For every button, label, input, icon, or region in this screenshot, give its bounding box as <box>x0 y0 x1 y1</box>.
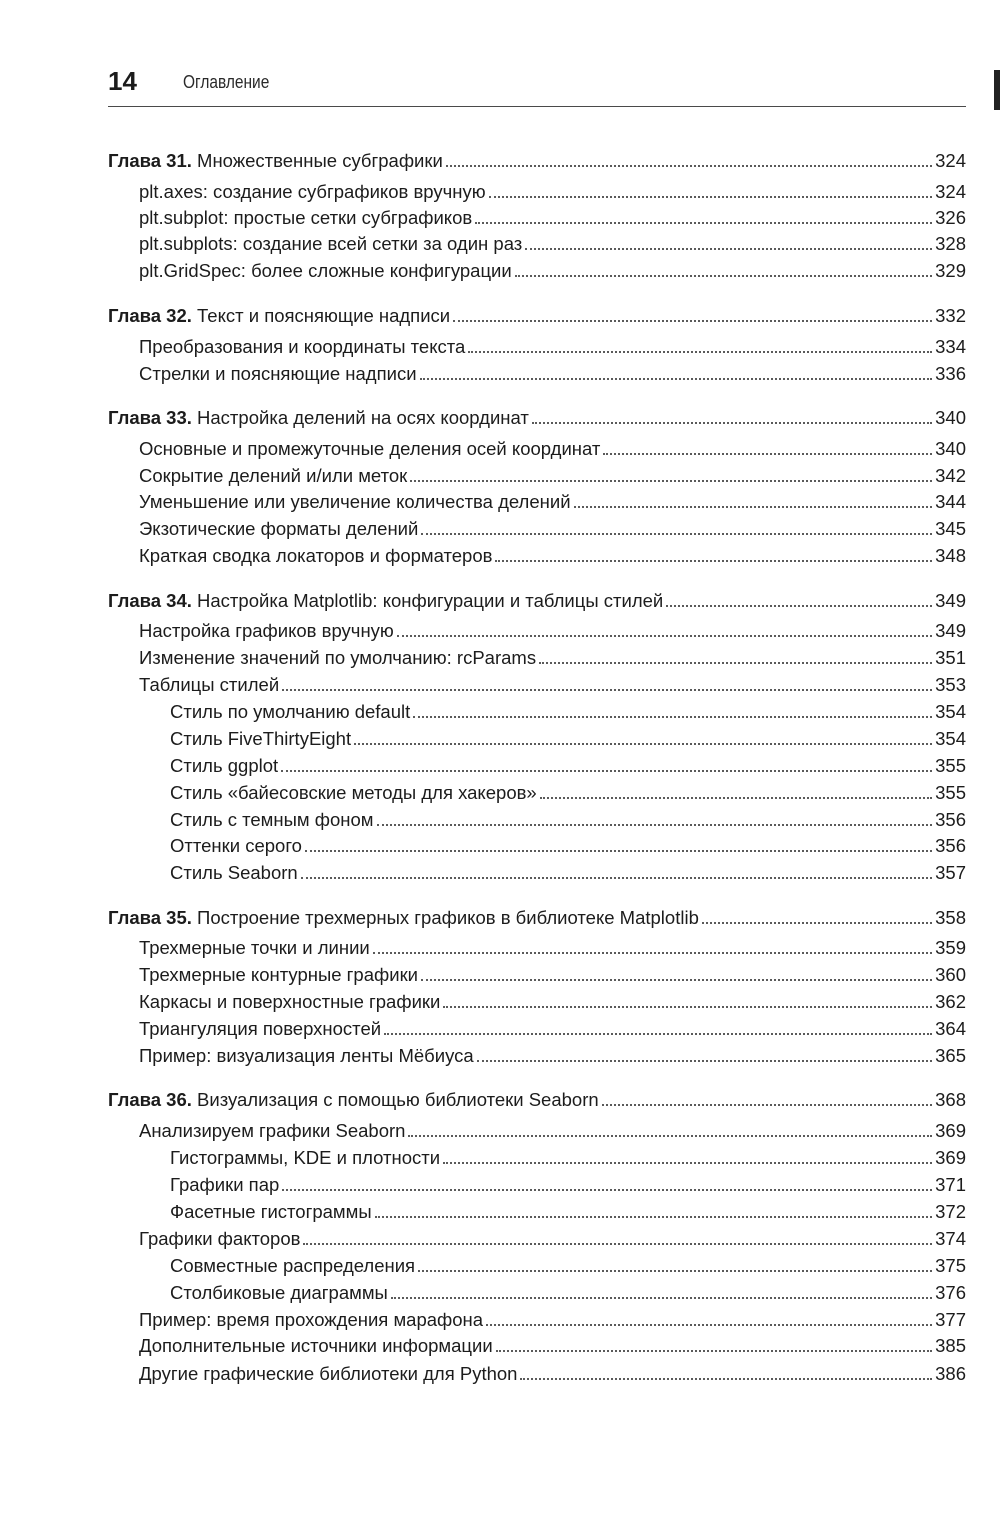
toc-entry-title <box>139 1018 381 1040</box>
toc-page-number: 351 <box>935 647 966 668</box>
chapter-number: Глава 31. <box>108 150 192 171</box>
dot-leader <box>421 978 932 981</box>
toc-page-number: 354 <box>935 728 966 749</box>
chapter-number: Глава 35. <box>108 907 192 928</box>
toc-section-entry[interactable] <box>139 334 966 358</box>
dot-leader <box>532 421 932 424</box>
toc-section-entry[interactable] <box>139 543 966 567</box>
toc-section-entry[interactable] <box>170 1280 966 1304</box>
toc-page-number: 340 <box>935 407 966 428</box>
toc-page-number: 332 <box>935 305 966 326</box>
toc-entry-title <box>139 1335 493 1357</box>
toc-entry-text: Основные и промежуточные деления осей координат <box>139 438 601 459</box>
toc-page-number: 377 <box>935 1309 966 1330</box>
toc-entry-text: Таблицы стилей <box>139 674 280 695</box>
toc-chapter-entry[interactable] <box>108 148 966 172</box>
toc-entry-text: plt.subplots: создание всей сетки за один раз <box>139 233 523 254</box>
toc-page-number: 344 <box>935 491 966 512</box>
toc-page-number: 348 <box>935 545 966 566</box>
toc-entry-text: plt.GridSpec: более сложные конфигурации <box>139 260 512 281</box>
toc-section-entry[interactable] <box>170 780 966 804</box>
toc-page-number: 362 <box>935 991 966 1012</box>
toc-page-number: 342 <box>935 465 966 486</box>
dot-leader <box>418 1269 932 1272</box>
dot-leader <box>475 221 932 224</box>
toc-section-entry[interactable] <box>139 516 966 540</box>
toc-entry-title <box>170 701 410 723</box>
toc-entry-text: Стиль с темным фоном <box>170 809 374 830</box>
toc-page-number: 355 <box>935 755 966 776</box>
toc-section-entry[interactable] <box>170 1199 966 1223</box>
toc-entry-title <box>170 862 298 884</box>
dot-leader <box>282 688 932 691</box>
toc-entry-text: Изменение значений по умолчанию: rcParams <box>139 647 537 668</box>
toc-page-number: 340 <box>935 438 966 459</box>
dot-leader <box>410 479 932 482</box>
toc-page-number: 334 <box>935 336 966 357</box>
toc-section-entry[interactable] <box>170 753 966 777</box>
toc-page-number: 328 <box>935 233 966 254</box>
toc-entry-text: Стиль «байесовские методы для хакеров» <box>170 782 537 803</box>
dot-leader <box>540 796 932 799</box>
toc-entry-text: Настройка делений на осях координат <box>191 407 529 428</box>
dot-leader <box>468 350 932 353</box>
toc-page-number: 358 <box>935 907 966 928</box>
toc-entry-text: Настройка графиков вручную <box>139 620 394 641</box>
toc-page-number: 356 <box>935 809 966 830</box>
toc-page-number: 359 <box>935 937 966 958</box>
toc-entry-text: Каркасы и поверхностные графики <box>139 991 441 1012</box>
toc-chapter-entry[interactable] <box>108 905 966 929</box>
chapter-number: Глава 32. <box>108 305 192 326</box>
toc-entry-text: Трехмерные точки и линии <box>139 937 370 958</box>
toc-page-number: 369 <box>935 1147 966 1168</box>
dot-leader <box>574 505 933 508</box>
toc-entry-title <box>170 835 302 857</box>
toc-section-entry[interactable] <box>139 989 966 1013</box>
dot-leader <box>408 1134 932 1137</box>
toc-section-entry[interactable] <box>139 361 966 385</box>
toc-page-number: 376 <box>935 1282 966 1303</box>
toc-entry-title <box>170 1282 388 1304</box>
page-number: 14 <box>108 66 137 96</box>
toc-chapter-entry[interactable] <box>108 303 966 327</box>
toc-page-number: 349 <box>935 590 966 611</box>
toc-section-entry[interactable] <box>139 1333 966 1357</box>
toc-entry-title <box>170 1255 415 1277</box>
dot-leader <box>421 532 932 535</box>
toc-entry-title <box>139 1363 517 1385</box>
toc-section-entry[interactable] <box>170 833 966 857</box>
dot-leader <box>520 1377 932 1380</box>
toc-section-entry[interactable] <box>139 645 966 669</box>
toc-entry-title <box>139 491 571 513</box>
dot-leader <box>443 1005 932 1008</box>
dot-leader <box>486 1323 932 1326</box>
toc-entry-title <box>139 181 486 203</box>
toc-page-number: 369 <box>935 1120 966 1141</box>
chapter-number: Глава 36. <box>108 1089 192 1110</box>
toc-entry-text: Визуализация с помощью библиотеки Seaborn <box>191 1089 599 1110</box>
toc-entry-text: Оттенки серого <box>170 835 302 856</box>
toc-section-entry[interactable] <box>139 205 966 229</box>
dot-leader <box>413 715 932 718</box>
toc-section-entry[interactable] <box>139 1043 966 1067</box>
toc-entry-title <box>108 907 699 929</box>
dot-leader <box>453 319 932 322</box>
toc-section-entry[interactable] <box>139 672 966 696</box>
dot-leader <box>301 876 932 879</box>
dot-leader <box>282 1188 932 1191</box>
toc-entry-text: Уменьшение или увеличение количества делений <box>139 491 571 512</box>
toc-chapter-entry[interactable] <box>108 405 966 429</box>
dot-leader <box>515 274 932 277</box>
toc-entry-text: Множественные субграфики <box>191 150 443 171</box>
toc-entry-text: Преобразования и координаты текста <box>139 336 466 357</box>
toc-section-entry[interactable] <box>139 436 966 460</box>
dot-leader <box>305 849 932 852</box>
toc-entry-text: Гистограммы, KDE и плотности <box>170 1147 441 1168</box>
toc-section-entry[interactable] <box>139 1226 966 1250</box>
toc-entry-title <box>108 305 450 327</box>
toc-page-number: 354 <box>935 701 966 722</box>
toc-section-entry[interactable] <box>170 807 966 831</box>
toc-page-number: 365 <box>935 1045 966 1066</box>
toc-entry-title <box>139 991 440 1013</box>
dot-leader <box>375 1215 932 1218</box>
toc-entry-title <box>108 1089 599 1111</box>
toc-entry-text: Фасетные гистограммы <box>170 1201 372 1222</box>
toc-page-number: 353 <box>935 674 966 695</box>
dot-leader <box>603 452 932 455</box>
toc-page-number: 324 <box>935 150 966 171</box>
toc-entry-text: Экзотические форматы делений <box>139 518 419 539</box>
toc-section-entry[interactable] <box>170 1172 966 1196</box>
toc-entry-text: Анализируем графики Seaborn <box>139 1120 406 1141</box>
toc-section-entry[interactable] <box>139 1361 966 1385</box>
dot-leader <box>354 742 932 745</box>
toc-entry-title <box>139 545 492 567</box>
dot-leader <box>495 559 932 562</box>
toc-entry-title <box>139 438 600 460</box>
toc-entry-text: Построение трехмерных графиков в библиотеке Matplotlib <box>191 907 699 928</box>
toc-page-number: 345 <box>935 518 966 539</box>
toc-page-number: 324 <box>935 181 966 202</box>
toc-entry-title <box>139 1045 474 1067</box>
dot-leader <box>373 951 932 954</box>
dot-leader <box>443 1161 932 1164</box>
dot-leader <box>384 1032 932 1035</box>
dot-leader <box>525 247 932 250</box>
toc-page-number: 336 <box>935 363 966 384</box>
toc-section-entry[interactable] <box>170 1145 966 1169</box>
toc-section-entry[interactable] <box>139 618 966 642</box>
toc-entry-text: Текст и поясняющие надписи <box>191 305 451 326</box>
toc-entry-title <box>139 260 512 282</box>
toc-entry-text: Графики пар <box>170 1174 280 1195</box>
toc-section-entry[interactable] <box>170 1253 966 1277</box>
toc-entry-text: Совместные распределения <box>170 1255 416 1276</box>
toc-section-entry[interactable] <box>139 935 966 959</box>
toc-entry-title <box>139 233 522 255</box>
toc-entry-title <box>139 647 536 669</box>
dot-leader <box>496 1349 932 1352</box>
toc-entry-title <box>139 1309 483 1331</box>
toc-entry-title <box>108 590 663 612</box>
toc-entry-title <box>139 1228 300 1250</box>
toc-entry-text: Триангуляция поверхностей <box>139 1018 382 1039</box>
toc-entry-text: Дополнительные источники информации <box>139 1335 493 1356</box>
dot-leader <box>446 164 932 167</box>
dot-leader <box>397 634 932 637</box>
toc-page-number: 349 <box>935 620 966 641</box>
toc-entry-title <box>170 755 278 777</box>
toc-entry-text: Сокрытие делений и/или меток <box>139 465 408 486</box>
dot-leader <box>702 921 932 924</box>
toc-page-number: 368 <box>935 1089 966 1110</box>
toc-entry-text: Стиль по умолчанию default <box>170 701 411 722</box>
dot-leader <box>489 195 933 198</box>
chapter-number: Глава 33. <box>108 407 192 428</box>
toc-entry-title <box>139 620 394 642</box>
toc-entry-text: plt.subplot: простые сетки субграфиков <box>139 207 473 228</box>
toc-page-number: 360 <box>935 964 966 985</box>
dot-leader <box>602 1103 932 1106</box>
dot-leader <box>303 1242 932 1245</box>
toc-section-entry[interactable] <box>139 231 966 255</box>
dot-leader <box>391 1296 932 1299</box>
toc-entry-text: Пример: время прохождения марафона <box>139 1309 484 1330</box>
running-head: Оглавление <box>183 72 270 92</box>
toc-entry-title <box>108 150 443 172</box>
toc-section-entry[interactable] <box>170 726 966 750</box>
toc-entry-title <box>139 465 407 487</box>
toc-page-number: 357 <box>935 862 966 883</box>
toc-section-entry[interactable] <box>139 258 966 282</box>
dot-leader <box>539 661 932 664</box>
toc-entry-text: Стиль FiveThirtyEight <box>170 728 352 749</box>
dot-leader <box>666 604 932 607</box>
toc-entry-title <box>139 336 465 358</box>
toc-entry-text: Пример: визуализация ленты Мёбиуса <box>139 1045 474 1066</box>
toc-entry-text: plt.axes: создание субграфиков вручную <box>139 181 486 202</box>
toc-section-entry[interactable] <box>139 1307 966 1331</box>
toc-section-entry[interactable] <box>139 489 966 513</box>
toc-entry-text: Краткая сводка локаторов и форматеров <box>139 545 493 566</box>
toc-entry-title <box>170 1174 279 1196</box>
dot-leader <box>281 769 932 772</box>
toc-entry-title <box>139 964 418 986</box>
toc-page-number: 364 <box>935 1018 966 1039</box>
toc-entry-text: Другие графические библиотеки для Python <box>139 1363 518 1384</box>
toc-entry-title <box>139 207 472 229</box>
toc-page-number: 371 <box>935 1174 966 1195</box>
toc-entry-title <box>139 937 370 959</box>
toc-entry-title <box>139 363 417 385</box>
toc-section-entry[interactable] <box>139 463 966 487</box>
toc-page-number: 326 <box>935 207 966 228</box>
toc-page-number: 385 <box>935 1335 966 1356</box>
toc-page-number: 372 <box>935 1201 966 1222</box>
toc-entry-title <box>170 1201 372 1223</box>
toc-entry-title <box>139 1120 405 1142</box>
toc-entry-text: Графики факторов <box>139 1228 301 1249</box>
toc-entry-title <box>139 518 418 540</box>
toc-section-entry[interactable] <box>139 962 966 986</box>
toc-entry-title <box>170 728 351 750</box>
toc-page-number: 356 <box>935 835 966 856</box>
toc-entry-title <box>108 407 529 429</box>
toc-entry-text: Трехмерные контурные графики <box>139 964 418 985</box>
toc-section-entry[interactable] <box>170 860 966 884</box>
toc-entry-title <box>170 1147 440 1169</box>
toc-chapter-entry[interactable] <box>108 1087 966 1111</box>
toc-page-number: 386 <box>935 1363 966 1384</box>
toc-page-number: 375 <box>935 1255 966 1276</box>
dot-leader <box>420 377 933 380</box>
toc-section-entry[interactable] <box>139 179 966 203</box>
chapter-number: Глава 34. <box>108 590 192 611</box>
toc-entry-text: Столбиковые диаграммы <box>170 1282 388 1303</box>
toc-page-number: 329 <box>935 260 966 281</box>
toc-entry-title <box>170 809 374 831</box>
toc-page-number: 374 <box>935 1228 966 1249</box>
dot-leader <box>477 1059 932 1062</box>
toc-section-entry[interactable] <box>170 699 966 723</box>
toc-section-entry[interactable] <box>139 1016 966 1040</box>
toc-section-entry[interactable] <box>139 1118 966 1142</box>
toc-chapter-entry[interactable] <box>108 588 966 612</box>
toc-entry-title <box>139 674 279 696</box>
dot-leader <box>377 823 933 826</box>
toc-page-number: 355 <box>935 782 966 803</box>
toc-entry-text: Настройка Matplotlib: конфигурации и таблицы стилей <box>191 590 664 611</box>
toc-entry-text: Стрелки и поясняющие надписи <box>139 363 417 384</box>
toc-entry-text: Стиль ggplot <box>170 755 279 776</box>
toc-entry-title <box>170 782 537 804</box>
toc-entry-text: Стиль Seaborn <box>170 862 298 883</box>
